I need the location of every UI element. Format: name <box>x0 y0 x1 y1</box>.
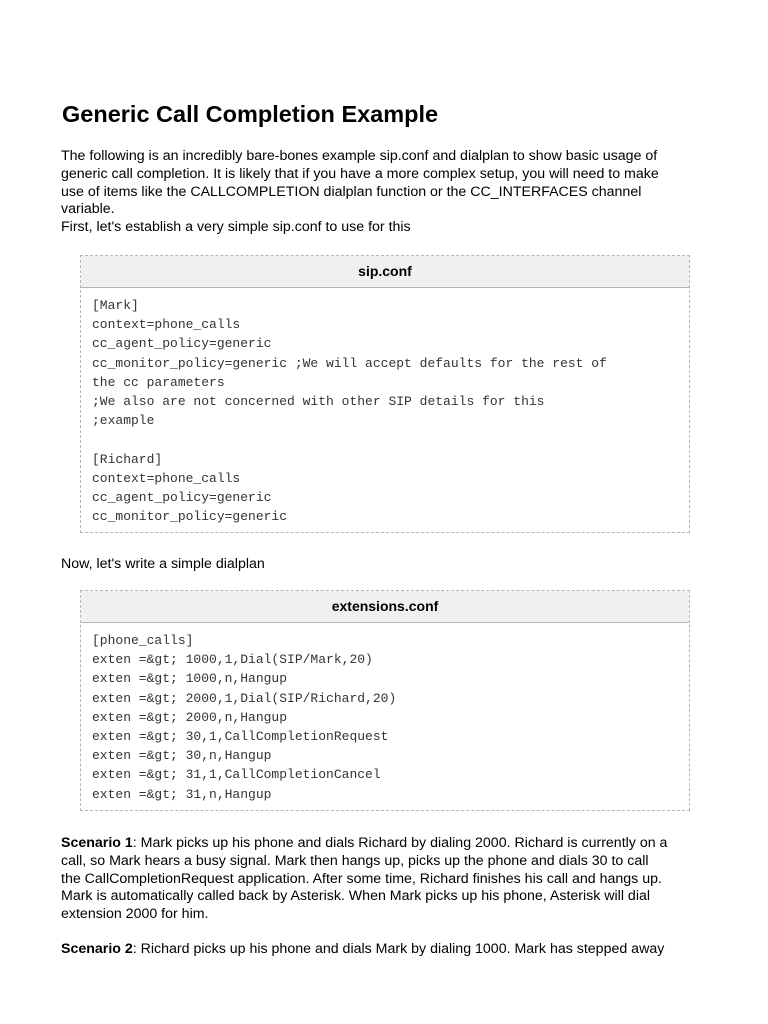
code-panel-header: sip.conf <box>81 256 689 288</box>
dialplan-intro <box>61 556 721 574</box>
code-line: exten =&gt; 30,1,CallCompletionRequest <box>92 729 389 745</box>
code-line: cc_monitor_policy=generic <box>92 509 288 525</box>
scenario-text: : Mark picks up his phone and dials Richard by dialing 2000. Richard is currently on a <box>132 835 668 851</box>
code-line: exten =&gt; 30,n,Hangup <box>92 748 272 764</box>
intro-paragraph <box>61 148 721 237</box>
code-line: exten =&gt; 1000,n,Hangup <box>92 671 288 687</box>
scenario-2-paragraph <box>61 941 721 959</box>
scenario-line: call, so Mark hears a busy signal. Mark then hangs up, picks up the phone and dials 30 to call <box>61 852 649 869</box>
code-line: [Mark] <box>92 298 139 313</box>
intro-line: The following is an incredibly bare-bones example sip.conf and dialplan to show basic usage of <box>61 148 658 164</box>
intro-line: generic call completion. It is likely that if you have a more complex setup, you will need to make <box>61 165 659 182</box>
code-line: exten =&gt; 2000,1,Dial(SIP/Richard,20) <box>92 690 397 706</box>
code-line: ;We also are not concerned with other SIP details for this <box>92 394 545 410</box>
code-panel-header: extensions.conf <box>81 591 689 623</box>
code-line: cc_agent_policy=generic <box>92 490 272 506</box>
scenario-line <box>61 835 721 853</box>
scenario-label: Scenario 2 <box>61 941 133 957</box>
scenario-line <box>61 941 721 959</box>
dialplan-intro-text: Now, let's write a simple dialplan <box>61 556 265 572</box>
scenario-label: Scenario 1 <box>61 835 133 851</box>
scenario-line: the CallCompletionRequest application. After some time, Richard finishes his call and hangs up. <box>61 870 662 887</box>
scenario-line: extension 2000 for him. <box>61 906 209 923</box>
code-line: exten =&gt; 31,n,Hangup <box>92 786 272 802</box>
code-line: exten =&gt; 31,1,CallCompletionCancel <box>92 767 381 783</box>
extensions-conf-code-panel <box>80 590 690 811</box>
scenario-line: Mark is automatically called back by Asterisk. When Mark picks up his phone, Asterisk will dial <box>61 888 651 905</box>
code-block <box>81 288 689 532</box>
code-line: cc_monitor_policy=generic ;We will accept defaults for the rest of <box>92 355 607 371</box>
code-line: ;example <box>92 413 155 429</box>
code-line: the cc parameters <box>92 374 225 390</box>
code-line: [phone_calls] <box>92 633 194 648</box>
sip-conf-code-panel <box>80 255 690 533</box>
scenario-1-paragraph <box>61 835 721 924</box>
intro-line: First, let's establish a very simple sip.conf to use for this <box>61 219 411 236</box>
code-line <box>92 430 679 449</box>
intro-line: variable. <box>61 201 115 218</box>
code-line: context=phone_calls <box>92 470 241 486</box>
code-line: context=phone_calls <box>92 317 241 333</box>
code-line: exten =&gt; 2000,n,Hangup <box>92 709 288 725</box>
code-line: [Richard] <box>92 451 163 467</box>
code-line: exten =&gt; 1000,1,Dial(SIP/Mark,20) <box>92 652 373 668</box>
scenario-text: : Richard picks up his phone and dials Mark by dialing 1000. Mark has stepped away <box>132 941 665 957</box>
code-line: cc_agent_policy=generic <box>92 336 272 352</box>
code-block <box>81 623 689 810</box>
intro-line: use of items like the CALLCOMPLETION dialplan function or the CC_INTERFACES channel <box>61 183 642 200</box>
page-title: Generic Call Completion Example <box>62 101 439 127</box>
